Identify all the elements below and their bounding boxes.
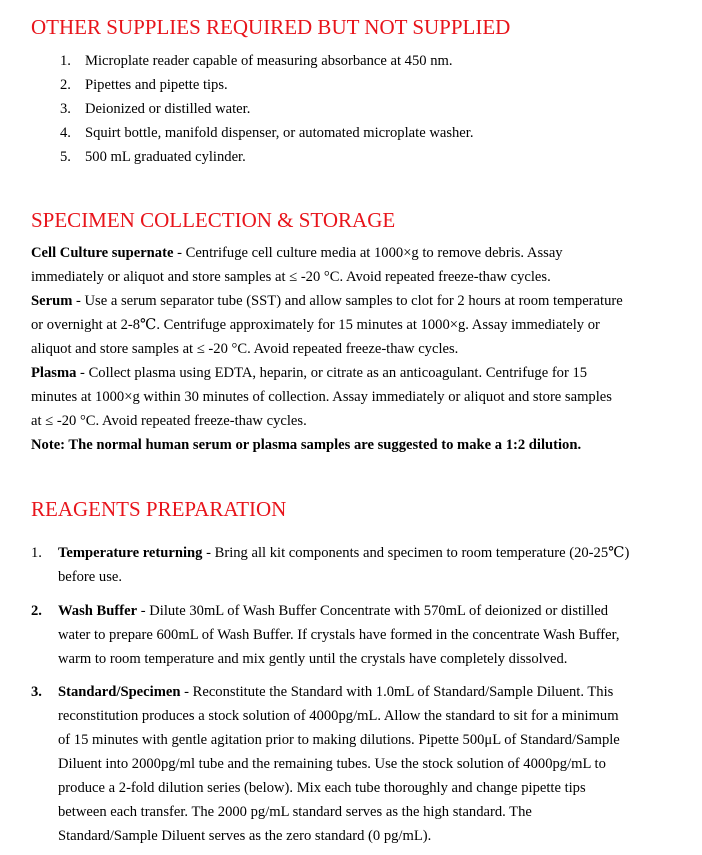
paragraph-line — [31, 268, 551, 287]
text: at ≤ -20 °C. Avoid repeated freeze-thaw cycles. — [31, 413, 307, 429]
list-number: 3. — [31, 684, 42, 700]
text: warm to room temperature and mix gently until the crystals have completely dissolved. — [58, 651, 568, 667]
paragraph-line — [31, 388, 612, 407]
term-standard-specimen: Standard/Specimen — [58, 684, 181, 700]
text: - Collect plasma using EDTA, heparin, or citrate as an anticoagulant. Centrifuge for 15 — [76, 365, 588, 381]
paragraph-line — [58, 755, 606, 774]
text: - Centrifuge cell culture media at 1000×g to remove debris. Assay — [173, 245, 563, 261]
list-item: 500 mL graduated cylinder. — [85, 149, 246, 165]
text: of 15 minutes with gentle agitation prior to making dilutions. Pipette 500μL of Standard/Sample — [58, 732, 620, 748]
paragraph-line — [58, 544, 629, 563]
text: immediately or aliquot and store samples at ≤ -20 °C. Avoid repeated freeze-thaw cycles. — [31, 269, 551, 285]
list-item: Squirt bottle, manifold dispenser, or automated microplate washer. — [85, 125, 474, 141]
note-text: Note: The normal human serum or plasma samples are suggested to make a 1:2 dilution. — [31, 437, 582, 453]
text: - Use a serum separator tube (SST) and allow samples to clot for 2 hours at room temperature — [72, 293, 623, 309]
paragraph-line — [58, 707, 619, 726]
term-cell-culture: Cell Culture supernate — [31, 245, 174, 261]
list-item: Microplate reader capable of measuring absorbance at 450 nm. — [85, 53, 453, 69]
text: water to prepare 600mL of Wash Buffer. If crystals have formed in the concentrate Wash Buffer, — [58, 627, 620, 643]
paragraph-line — [31, 244, 563, 263]
list-number: 2. — [60, 77, 71, 93]
paragraph-line — [31, 364, 587, 383]
term-wash-buffer: Wash Buffer — [58, 603, 138, 619]
text: Standard/Sample Diluent serves as the zero standard (0 pg/mL). — [58, 828, 432, 844]
list-number: 1. — [60, 53, 71, 69]
text: Diluent into 2000pg/ml tube and the remaining tubes. Use the stock solution of 4000pg/mL to — [58, 756, 606, 772]
section-heading-other-supplies: OTHER SUPPLIES REQUIRED BUT NOT SUPPLIED — [31, 15, 511, 39]
paragraph-line — [31, 412, 307, 431]
text: before use. — [58, 569, 123, 585]
text: - Dilute 30mL of Wash Buffer Concentrate with 570mL of deionized or distilled — [137, 603, 609, 619]
text: - Bring all kit components and specimen to room temperature (20-25℃) — [202, 545, 630, 561]
text: minutes at 1000×g within 30 minutes of collection. Assay immediately or aliquot and store samples — [31, 389, 612, 405]
paragraph-line — [58, 827, 431, 846]
paragraph-line — [58, 626, 620, 645]
paragraph-line — [58, 602, 608, 621]
text: aliquot and store samples at ≤ -20 °C. Avoid repeated freeze-thaw cycles. — [31, 341, 459, 357]
text: - Reconstitute the Standard with 1.0mL of Standard/Sample Diluent. This — [180, 684, 614, 700]
paragraph-line — [58, 568, 122, 587]
list-item: Pipettes and pipette tips. — [85, 77, 228, 93]
text: between each transfer. The 2000 pg/mL standard serves as the high standard. The — [58, 804, 532, 820]
term-temperature-returning: Temperature returning — [58, 545, 203, 561]
paragraph-line — [58, 650, 567, 669]
text: produce a 2-fold dilution series (below). Mix each tube thoroughly and change pipette tips — [58, 780, 586, 796]
list-item: Deionized or distilled water. — [85, 101, 251, 117]
paragraph-line — [31, 340, 458, 359]
text: or overnight at 2-8℃. Centrifuge approximately for 15 minutes at 1000×g. Assay immediately or — [31, 317, 600, 333]
list-number: 2. — [31, 603, 42, 619]
list-number: 4. — [60, 125, 71, 141]
section-heading-reagents-preparation: REAGENTS PREPARATION — [31, 497, 287, 521]
paragraph-line — [58, 803, 532, 822]
note-line — [31, 436, 581, 455]
list-number: 5. — [60, 149, 71, 165]
section-heading-specimen-collection: SPECIMEN COLLECTION & STORAGE — [31, 208, 396, 232]
term-plasma: Plasma — [31, 365, 77, 381]
paragraph-line — [58, 683, 613, 702]
text: reconstitution produces a stock solution of 4000pg/mL. Allow the standard to sit for a minimum — [58, 708, 619, 724]
list-number: 1. — [31, 545, 42, 561]
term-serum: Serum — [31, 293, 73, 309]
paragraph-line — [58, 779, 586, 798]
paragraph-line — [31, 292, 623, 311]
paragraph-line — [31, 316, 600, 335]
paragraph-line — [58, 731, 620, 750]
list-number: 3. — [60, 101, 71, 117]
